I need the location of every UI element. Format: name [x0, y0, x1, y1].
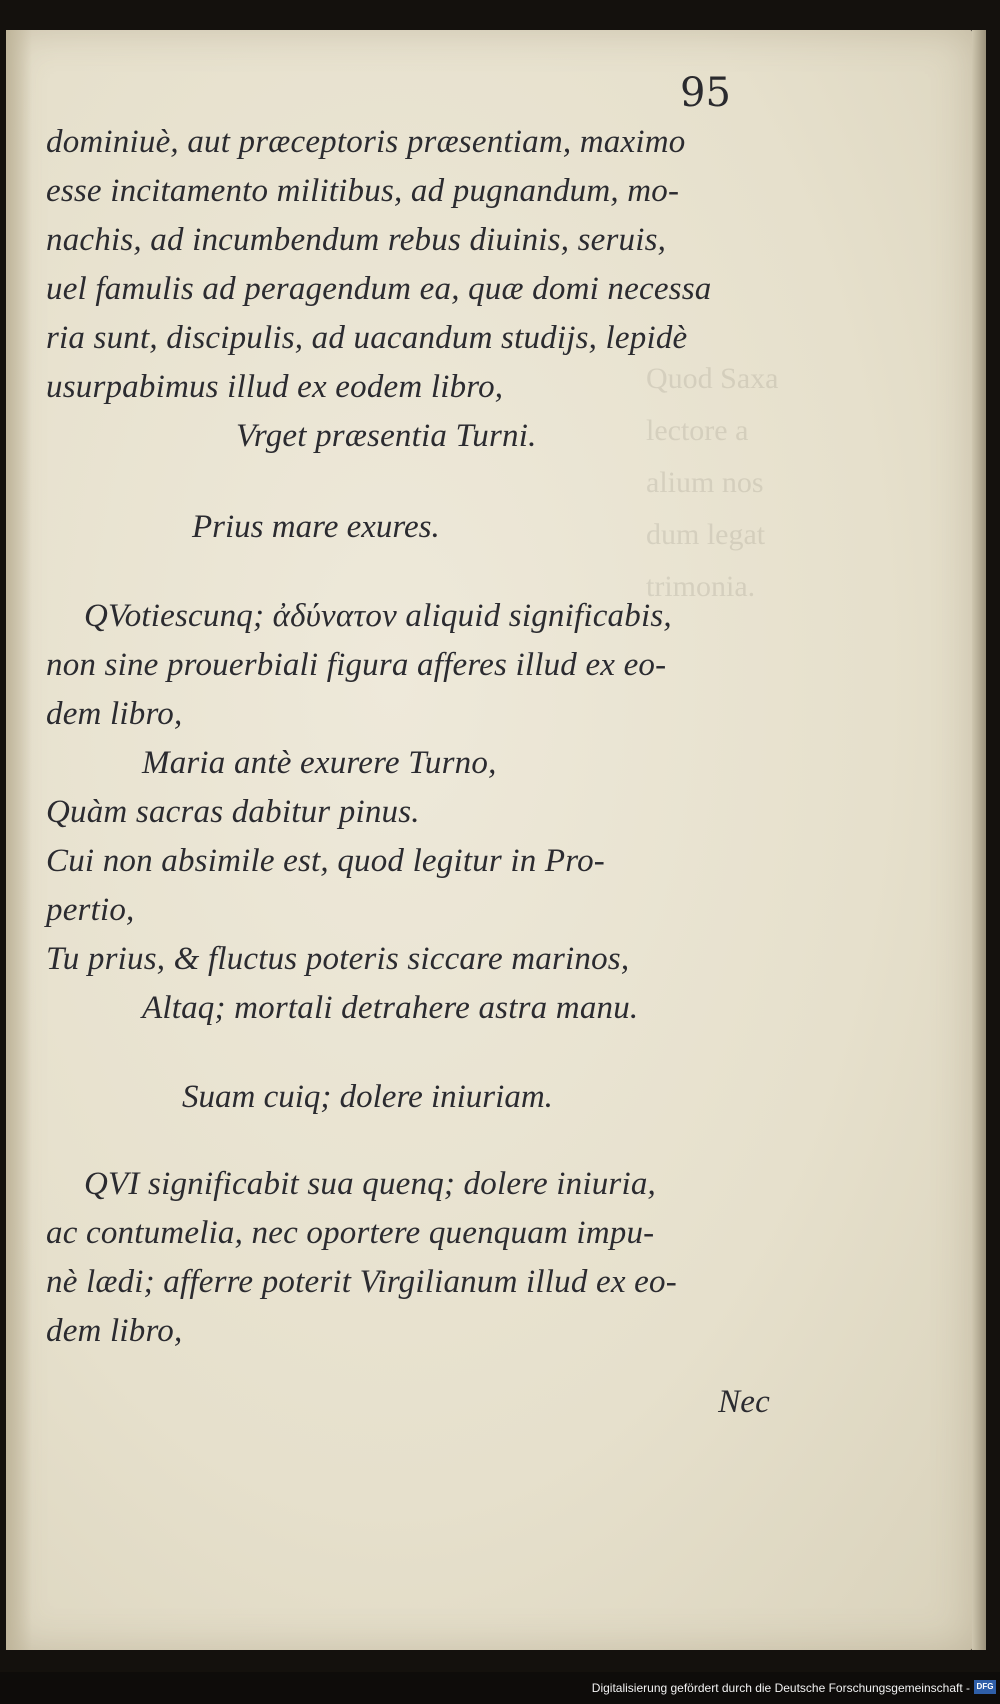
text-line: uel famulis ad peragendum ea, quæ domi necessa [46, 271, 712, 307]
page-edge [972, 30, 986, 1650]
text-line: esse incitamento militibus, ad pugnandum, mo- [46, 173, 680, 209]
verse-line: Maria antè exurere Turno, [142, 745, 497, 781]
catchword: Nec [718, 1384, 770, 1420]
text-line: ac contumelia, nec oportere quenquam impu- [46, 1215, 655, 1251]
text-line: QVotiescunq; ἀδύνατον aliquid significabis, [84, 598, 672, 634]
text-line: pertio, [46, 892, 135, 928]
page-text [46, 118, 806, 1427]
text-line: dem libro, [46, 696, 183, 732]
text-line: usurpabimus illud ex eodem libro, [46, 369, 504, 405]
show-through-text: alium nos [646, 466, 764, 499]
text-line: dem libro, [46, 1313, 183, 1349]
text-line: nachis, ad incumbendum rebus diuinis, seruis, [46, 222, 667, 258]
text-line: Cui non absimile est, quod legitur in Pro- [46, 843, 605, 879]
verse-line: Tu prius, & fluctus poteris siccare marinos, [46, 941, 630, 977]
text-line: dominiuè, aut præceptoris præsentiam, maximo [46, 124, 686, 160]
text-line: non sine prouerbiali figura afferes illud ex eo- [46, 647, 667, 683]
show-through-text: dum legat [646, 518, 766, 551]
show-through-text: Quod Saxa [646, 362, 779, 395]
show-through-text: trimonia. [646, 570, 756, 603]
dfg-logo-icon: DFG [974, 1680, 996, 1694]
section-heading: Prius mare exures. [192, 509, 440, 545]
section-heading: Suam cuiq; dolere iniuriam. [182, 1079, 553, 1115]
verse-line: Quàm sacras dabitur pinus. [46, 794, 420, 830]
page-number: 95 [680, 70, 731, 116]
page-gutter-shadow [6, 30, 32, 1650]
text-line: nè lædi; afferre poterit Virgilianum illud ex eo- [46, 1264, 677, 1300]
verse-line: Altaq; mortali detrahere astra manu. [142, 990, 639, 1026]
text-line: ria sunt, discipulis, ad uacandum studijs, lepidè [46, 320, 688, 356]
text-line: QVI significabit sua quenq; dolere iniuria, [84, 1166, 656, 1202]
show-through-text: lectore a [646, 414, 749, 447]
verse-line: Vrget præsentia Turni. [236, 418, 537, 454]
footer-credit: Digitalisierung gefördert durch die Deutsche Forschungsgemeinschaft - [591, 1681, 970, 1695]
